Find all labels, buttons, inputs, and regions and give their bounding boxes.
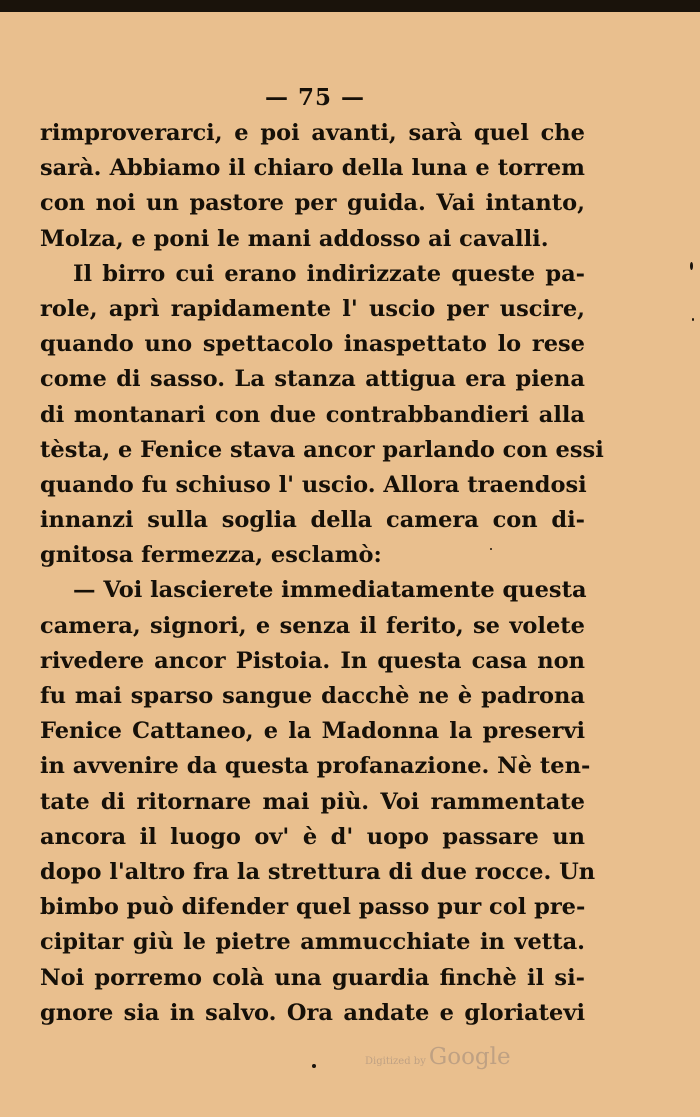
top-border (0, 0, 700, 12)
text-line: gnore sia in salvo. Ora andate e gloriatevi (40, 999, 585, 1026)
ink-speck (312, 1064, 316, 1068)
text-line: Il birro cui erano indirizzate queste pa- (73, 260, 585, 287)
digitized-by-google-watermark (365, 1044, 511, 1070)
ink-speck (692, 318, 694, 321)
body-text (40, 116, 604, 1031)
text-line: Fenice Cattaneo, e la Madonna la preservi (40, 718, 585, 745)
text-line: di montanari con due contrabbandieri alla (40, 401, 585, 428)
text-line: sarà. Abbiamo il chiaro della luna e torrem (40, 155, 585, 182)
text-line: Noi porremo colà una guardia finchè il si- (40, 964, 585, 991)
text-line: fu mai sparso sangue dacchè ne è padrona (40, 683, 585, 709)
text-line: quando uno spettacolo inaspettato lo rese (40, 331, 585, 358)
page-number: — 75 — (264, 84, 366, 111)
watermark-prefix: Digitized by (365, 1056, 426, 1067)
text-line: role, aprì rapidamente l' uscio per uscire, (40, 295, 585, 322)
google-logo: Google (428, 1044, 511, 1070)
text-line: Molza, e poni le mani addosso ai cavalli. (40, 225, 549, 252)
text-line: tèsta, e Fenice stava ancor parlando con essi (40, 436, 604, 463)
text-line: — Voi lascierete immediatamente questa (73, 577, 587, 604)
text-line: come di sasso. La stanza attigua era piena (40, 366, 585, 393)
text-line: bimbo può difender quel passo pur col pre- (40, 894, 586, 921)
text-line: ancora il luogo ov' è d' uopo passare un (40, 823, 585, 850)
text-line: dopo l'altro fra la strettura di due rocce. Un (40, 858, 596, 885)
text-line: innanzi sulla soglia della camera con di- (40, 507, 585, 534)
text-line: cipitar giù le pietre ammucchiate in vetta. (40, 929, 585, 956)
text-line: quando fu schiuso l' uscio. Allora traendosi (40, 471, 587, 498)
ink-speck (690, 262, 693, 270)
text-line: in avvenire da questa profanazione. Nè ten- (40, 753, 591, 780)
text-line: gnitosa fermezza, esclamò: (40, 542, 382, 569)
text-line: tate di ritornare mai più. Voi rammentate (40, 788, 585, 815)
text-line: con noi un pastore per guida. Vai intanto, (40, 190, 585, 217)
text-line: rimproverarci, e poi avanti, sarà quel che (40, 120, 585, 146)
text-line: camera, signori, e senza il ferito, se volete (40, 612, 585, 639)
ink-speck (490, 548, 492, 550)
text-line: rivedere ancor Pistoia. In questa casa non (40, 647, 585, 674)
